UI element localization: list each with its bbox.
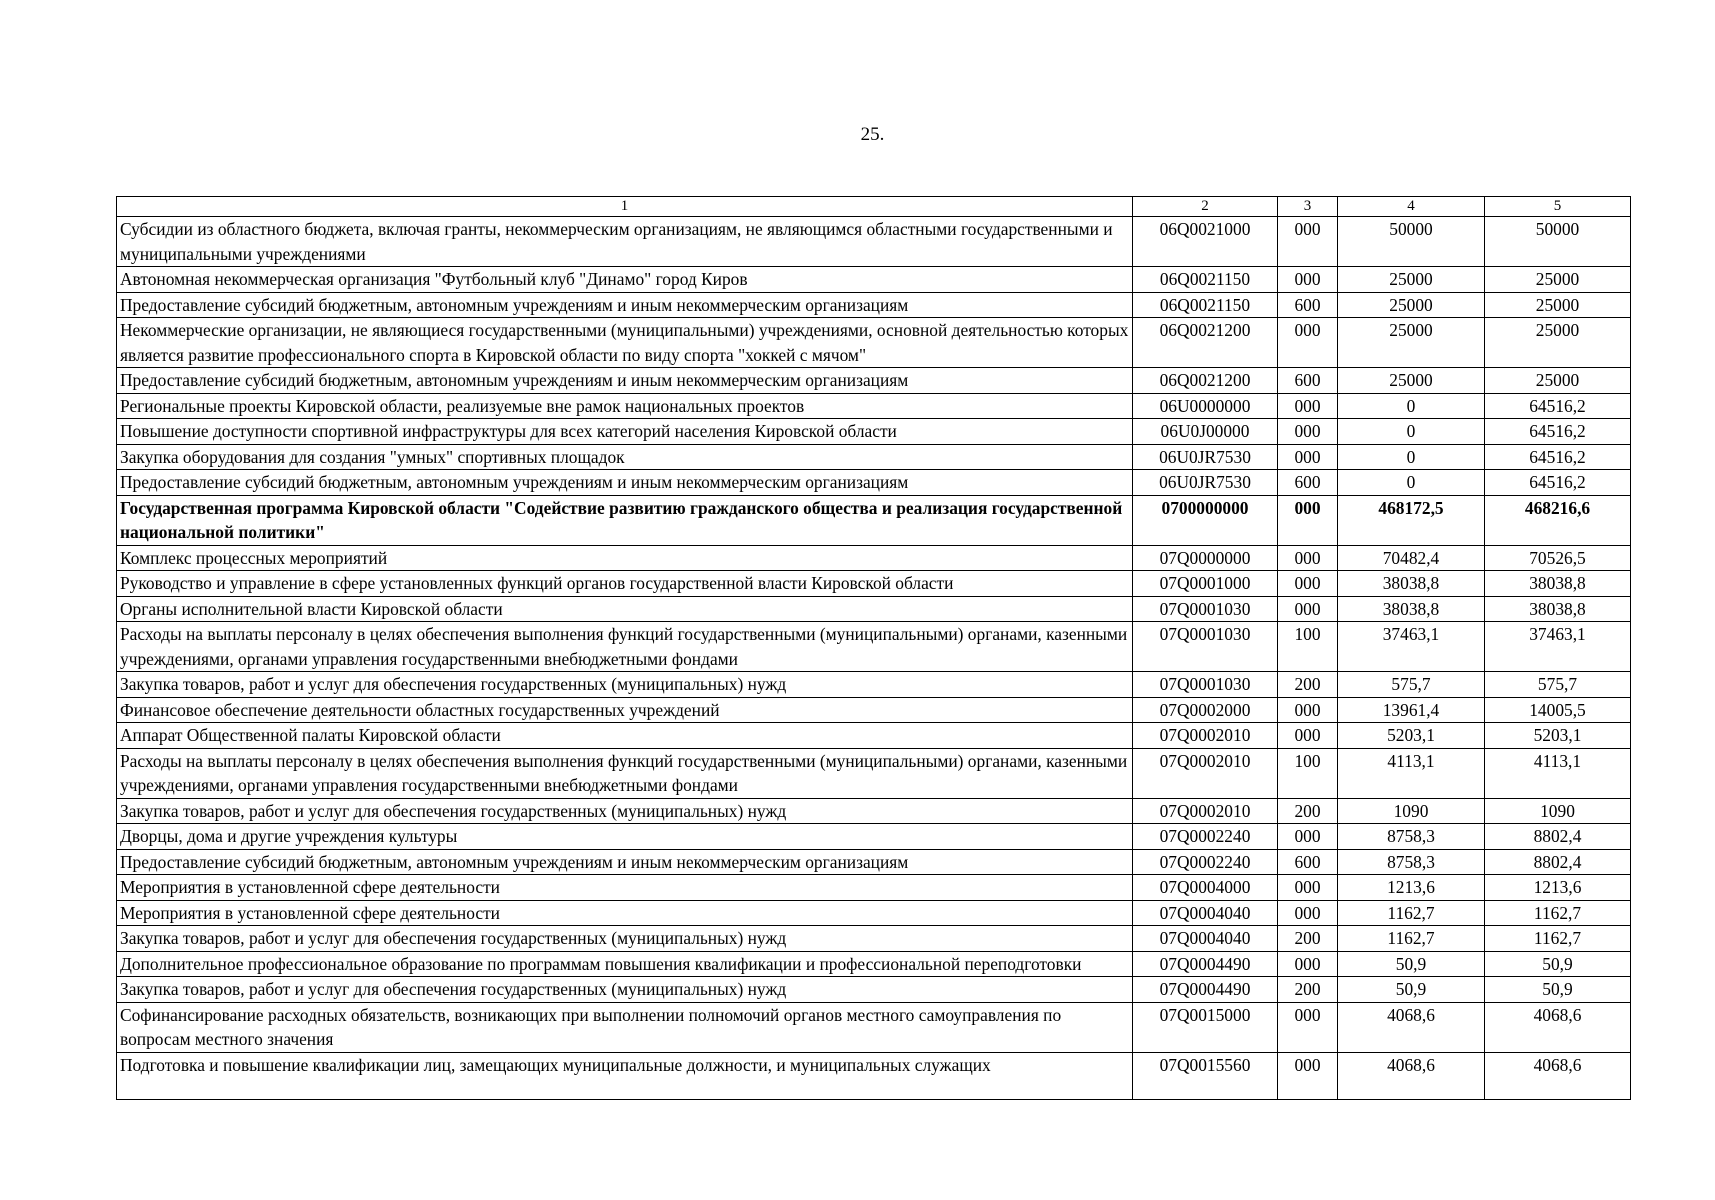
- row-value-col4: 38038,8: [1338, 596, 1485, 622]
- row-code: 07Q0002000: [1133, 697, 1278, 723]
- row-value-col5: 50,9: [1485, 977, 1631, 1003]
- row-value-col5: 8802,4: [1485, 849, 1631, 875]
- row-value-col4: 4068,6: [1338, 1052, 1485, 1099]
- row-type: 100: [1278, 748, 1338, 798]
- table-row: [117, 849, 1631, 875]
- row-name: Некоммерческие организации, не являющиеся государственными (муниципальными) учреждениями, основной деятельностью которых является развитие профессионального спорта в Кировской области по виду спорта "хоккей с мячом": [117, 318, 1133, 368]
- row-value-col5: 25000: [1485, 292, 1631, 318]
- row-value-col5: 38038,8: [1485, 571, 1631, 597]
- row-value-col4: 0: [1338, 419, 1485, 445]
- row-code: 07Q0002240: [1133, 849, 1278, 875]
- row-value-col5: 1162,7: [1485, 926, 1631, 952]
- header-col-3: 3: [1278, 197, 1338, 217]
- table-row: [117, 1002, 1631, 1052]
- row-type: 000: [1278, 875, 1338, 901]
- row-value-col5: 8802,4: [1485, 824, 1631, 850]
- table-row: [117, 545, 1631, 571]
- row-name: Региональные проекты Кировской области, реализуемые вне рамок национальных проектов: [117, 393, 1133, 419]
- row-name: Расходы на выплаты персоналу в целях обеспечения выполнения функций государственными (муниципальными) органами, казенными учреждениями, органами управления государственными внебюджетными фондами: [117, 748, 1133, 798]
- row-code: 07Q0000000: [1133, 545, 1278, 571]
- row-code: 07Q0001030: [1133, 622, 1278, 672]
- row-value-col5: 64516,2: [1485, 419, 1631, 445]
- row-name: Предоставление субсидий бюджетным, автономным учреждениям и иным некоммерческим организациям: [117, 368, 1133, 394]
- table-row: [117, 622, 1631, 672]
- table-row: [117, 926, 1631, 952]
- row-type: 000: [1278, 900, 1338, 926]
- page-number: 25.: [860, 124, 885, 145]
- row-value-col4: 468172,5: [1338, 495, 1485, 545]
- table-row: [117, 977, 1631, 1003]
- row-name: Мероприятия в установленной сфере деятельности: [117, 900, 1133, 926]
- table-row: [117, 495, 1631, 545]
- row-name: Закупка товаров, работ и услуг для обеспечения государственных (муниципальных) нужд: [117, 798, 1133, 824]
- row-value-col5: 4113,1: [1485, 748, 1631, 798]
- row-name: Государственная программа Кировской области "Содействие развитию гражданского общества и реализация государственной национальной политики": [117, 495, 1133, 545]
- table-row: [117, 292, 1631, 318]
- header-col-2: 2: [1133, 197, 1278, 217]
- row-type: 600: [1278, 849, 1338, 875]
- row-value-col5: 37463,1: [1485, 622, 1631, 672]
- table-row: [117, 748, 1631, 798]
- row-value-col5: 25000: [1485, 267, 1631, 293]
- header-row: [117, 197, 1631, 217]
- table-row: [117, 596, 1631, 622]
- table-row: [117, 1052, 1631, 1099]
- row-code: 07Q0001030: [1133, 596, 1278, 622]
- row-name: Закупка товаров, работ и услуг для обеспечения государственных (муниципальных) нужд: [117, 977, 1133, 1003]
- row-value-col5: 575,7: [1485, 672, 1631, 698]
- row-code: 07Q0004000: [1133, 875, 1278, 901]
- row-type: 600: [1278, 292, 1338, 318]
- row-name: Комплекс процессных мероприятий: [117, 545, 1133, 571]
- row-code: 07Q0002010: [1133, 798, 1278, 824]
- table-row: [117, 951, 1631, 977]
- row-type: 200: [1278, 672, 1338, 698]
- row-value-col4: 1162,7: [1338, 926, 1485, 952]
- header-col-1: 1: [117, 197, 1133, 217]
- row-value-col4: 1162,7: [1338, 900, 1485, 926]
- header-col-4: 4: [1338, 197, 1485, 217]
- row-code: 07Q0002240: [1133, 824, 1278, 850]
- row-value-col4: 4113,1: [1338, 748, 1485, 798]
- table-row: [117, 723, 1631, 749]
- row-value-col5: 4068,6: [1485, 1052, 1631, 1099]
- row-value-col5: 4068,6: [1485, 1002, 1631, 1052]
- table-row: [117, 672, 1631, 698]
- row-type: 000: [1278, 596, 1338, 622]
- row-code: 07Q0004040: [1133, 900, 1278, 926]
- row-value-col5: 50,9: [1485, 951, 1631, 977]
- row-value-col4: 25000: [1338, 267, 1485, 293]
- row-type: 000: [1278, 571, 1338, 597]
- row-type: 000: [1278, 393, 1338, 419]
- table-row: [117, 368, 1631, 394]
- row-type: 200: [1278, 977, 1338, 1003]
- row-value-col4: 50,9: [1338, 951, 1485, 977]
- row-value-col5: 64516,2: [1485, 470, 1631, 496]
- row-name: Руководство и управление в сфере установленных функций органов государственной власти Кировской области: [117, 571, 1133, 597]
- table-row: [117, 798, 1631, 824]
- row-code: 07Q0015560: [1133, 1052, 1278, 1099]
- row-value-col4: 0: [1338, 470, 1485, 496]
- row-code: 06Q0021200: [1133, 318, 1278, 368]
- row-code: 07Q0002010: [1133, 748, 1278, 798]
- table-row: [117, 875, 1631, 901]
- row-code: 06Q0021150: [1133, 267, 1278, 293]
- row-code: 06Q0021000: [1133, 217, 1278, 267]
- row-value-col4: 0: [1338, 393, 1485, 419]
- table-row: [117, 697, 1631, 723]
- row-value-col4: 8758,3: [1338, 849, 1485, 875]
- row-type: 000: [1278, 495, 1338, 545]
- row-value-col4: 0: [1338, 444, 1485, 470]
- row-code: 07Q0015000: [1133, 1002, 1278, 1052]
- row-type: 000: [1278, 267, 1338, 293]
- table-row: [117, 470, 1631, 496]
- row-code: 07Q0001000: [1133, 571, 1278, 597]
- row-name: Закупка товаров, работ и услуг для обеспечения государственных (муниципальных) нужд: [117, 672, 1133, 698]
- row-name: Софинансирование расходных обязательств, возникающих при выполнении полномочий органов местного самоуправления по вопросам местного значения: [117, 1002, 1133, 1052]
- row-type: 000: [1278, 824, 1338, 850]
- row-value-col4: 13961,4: [1338, 697, 1485, 723]
- row-name: Подготовка и повышение квалификации лиц, замещающих муниципальные должности, и муниципальных служащих: [117, 1052, 1133, 1099]
- row-type: 000: [1278, 1002, 1338, 1052]
- row-value-col4: 25000: [1338, 292, 1485, 318]
- row-value-col4: 1090: [1338, 798, 1485, 824]
- row-name: Закупка оборудования для создания "умных" спортивных площадок: [117, 444, 1133, 470]
- row-value-col5: 1213,6: [1485, 875, 1631, 901]
- row-value-col4: 5203,1: [1338, 723, 1485, 749]
- row-type: 000: [1278, 697, 1338, 723]
- row-code: 06U0JR7530: [1133, 470, 1278, 496]
- table-row: [117, 217, 1631, 267]
- row-code: 07Q0002010: [1133, 723, 1278, 749]
- row-value-col4: 50000: [1338, 217, 1485, 267]
- table-row: [117, 318, 1631, 368]
- row-value-col4: 37463,1: [1338, 622, 1485, 672]
- row-type: 000: [1278, 217, 1338, 267]
- row-code: 06U0J00000: [1133, 419, 1278, 445]
- row-code: 06Q0021150: [1133, 292, 1278, 318]
- row-type: 200: [1278, 926, 1338, 952]
- row-name: Органы исполнительной власти Кировской области: [117, 596, 1133, 622]
- row-type: 000: [1278, 723, 1338, 749]
- row-name: Дополнительное профессиональное образование по программам повышения квалификации и профессиональной переподготовки: [117, 951, 1133, 977]
- row-name: Субсидии из областного бюджета, включая гранты, некоммерческим организациям, не являющимся областными государственными и муниципальными учреждениями: [117, 217, 1133, 267]
- row-value-col4: 25000: [1338, 368, 1485, 394]
- row-value-col5: 1090: [1485, 798, 1631, 824]
- table-body: [117, 217, 1631, 1100]
- row-name: Предоставление субсидий бюджетным, автономным учреждениям и иным некоммерческим организациям: [117, 292, 1133, 318]
- row-value-col4: 575,7: [1338, 672, 1485, 698]
- row-type: 600: [1278, 470, 1338, 496]
- table-row: [117, 900, 1631, 926]
- row-name: Автономная некоммерческая организация "Футбольный клуб "Динамо" город Киров: [117, 267, 1133, 293]
- row-code: 0700000000: [1133, 495, 1278, 545]
- row-value-col5: 25000: [1485, 318, 1631, 368]
- row-value-col5: 25000: [1485, 368, 1631, 394]
- row-value-col5: 38038,8: [1485, 596, 1631, 622]
- row-type: 000: [1278, 1052, 1338, 1099]
- row-code: 07Q0004490: [1133, 951, 1278, 977]
- row-value-col5: 5203,1: [1485, 723, 1631, 749]
- row-value-col4: 25000: [1338, 318, 1485, 368]
- row-type: 000: [1278, 545, 1338, 571]
- row-value-col4: 4068,6: [1338, 1002, 1485, 1052]
- row-value-col5: 1162,7: [1485, 900, 1631, 926]
- row-type: 100: [1278, 622, 1338, 672]
- row-name: Дворцы, дома и другие учреждения культуры: [117, 824, 1133, 850]
- row-value-col4: 38038,8: [1338, 571, 1485, 597]
- table-row: [117, 824, 1631, 850]
- row-value-col4: 50,9: [1338, 977, 1485, 1003]
- row-type: 200: [1278, 798, 1338, 824]
- row-type: 000: [1278, 444, 1338, 470]
- table-row: [117, 571, 1631, 597]
- row-name: Аппарат Общественной палаты Кировской области: [117, 723, 1133, 749]
- row-name: Предоставление субсидий бюджетным, автономным учреждениям и иным некоммерческим организациям: [117, 470, 1133, 496]
- row-type: 600: [1278, 368, 1338, 394]
- row-name: Предоставление субсидий бюджетным, автономным учреждениям и иным некоммерческим организациям: [117, 849, 1133, 875]
- row-code: 07Q0004490: [1133, 977, 1278, 1003]
- row-value-col4: 1213,6: [1338, 875, 1485, 901]
- row-name: Расходы на выплаты персоналу в целях обеспечения выполнения функций государственными (муниципальными) органами, казенными учреждениями, органами управления государственными внебюджетными фондами: [117, 622, 1133, 672]
- row-value-col5: 70526,5: [1485, 545, 1631, 571]
- row-name: Закупка товаров, работ и услуг для обеспечения государственных (муниципальных) нужд: [117, 926, 1133, 952]
- row-value-col5: 14005,5: [1485, 697, 1631, 723]
- row-value-col4: 70482,4: [1338, 545, 1485, 571]
- table-row: [117, 444, 1631, 470]
- row-value-col5: 64516,2: [1485, 444, 1631, 470]
- row-value-col4: 8758,3: [1338, 824, 1485, 850]
- row-code: 07Q0004040: [1133, 926, 1278, 952]
- row-name: Мероприятия в установленной сфере деятельности: [117, 875, 1133, 901]
- row-code: 06U0JR7530: [1133, 444, 1278, 470]
- table-row: [117, 393, 1631, 419]
- row-name: Финансовое обеспечение деятельности областных государственных учреждений: [117, 697, 1133, 723]
- row-type: 000: [1278, 951, 1338, 977]
- table-row: [117, 267, 1631, 293]
- row-type: 000: [1278, 419, 1338, 445]
- header-col-5: 5: [1485, 197, 1631, 217]
- row-value-col5: 50000: [1485, 217, 1631, 267]
- row-code: 06Q0021200: [1133, 368, 1278, 394]
- table-row: [117, 419, 1631, 445]
- row-code: 06U0000000: [1133, 393, 1278, 419]
- budget-table: [116, 196, 1631, 1100]
- row-name: Повышение доступности спортивной инфраструктуры для всех категорий населения Кировской области: [117, 419, 1133, 445]
- row-type: 000: [1278, 318, 1338, 368]
- row-value-col5: 468216,6: [1485, 495, 1631, 545]
- row-value-col5: 64516,2: [1485, 393, 1631, 419]
- row-code: 07Q0001030: [1133, 672, 1278, 698]
